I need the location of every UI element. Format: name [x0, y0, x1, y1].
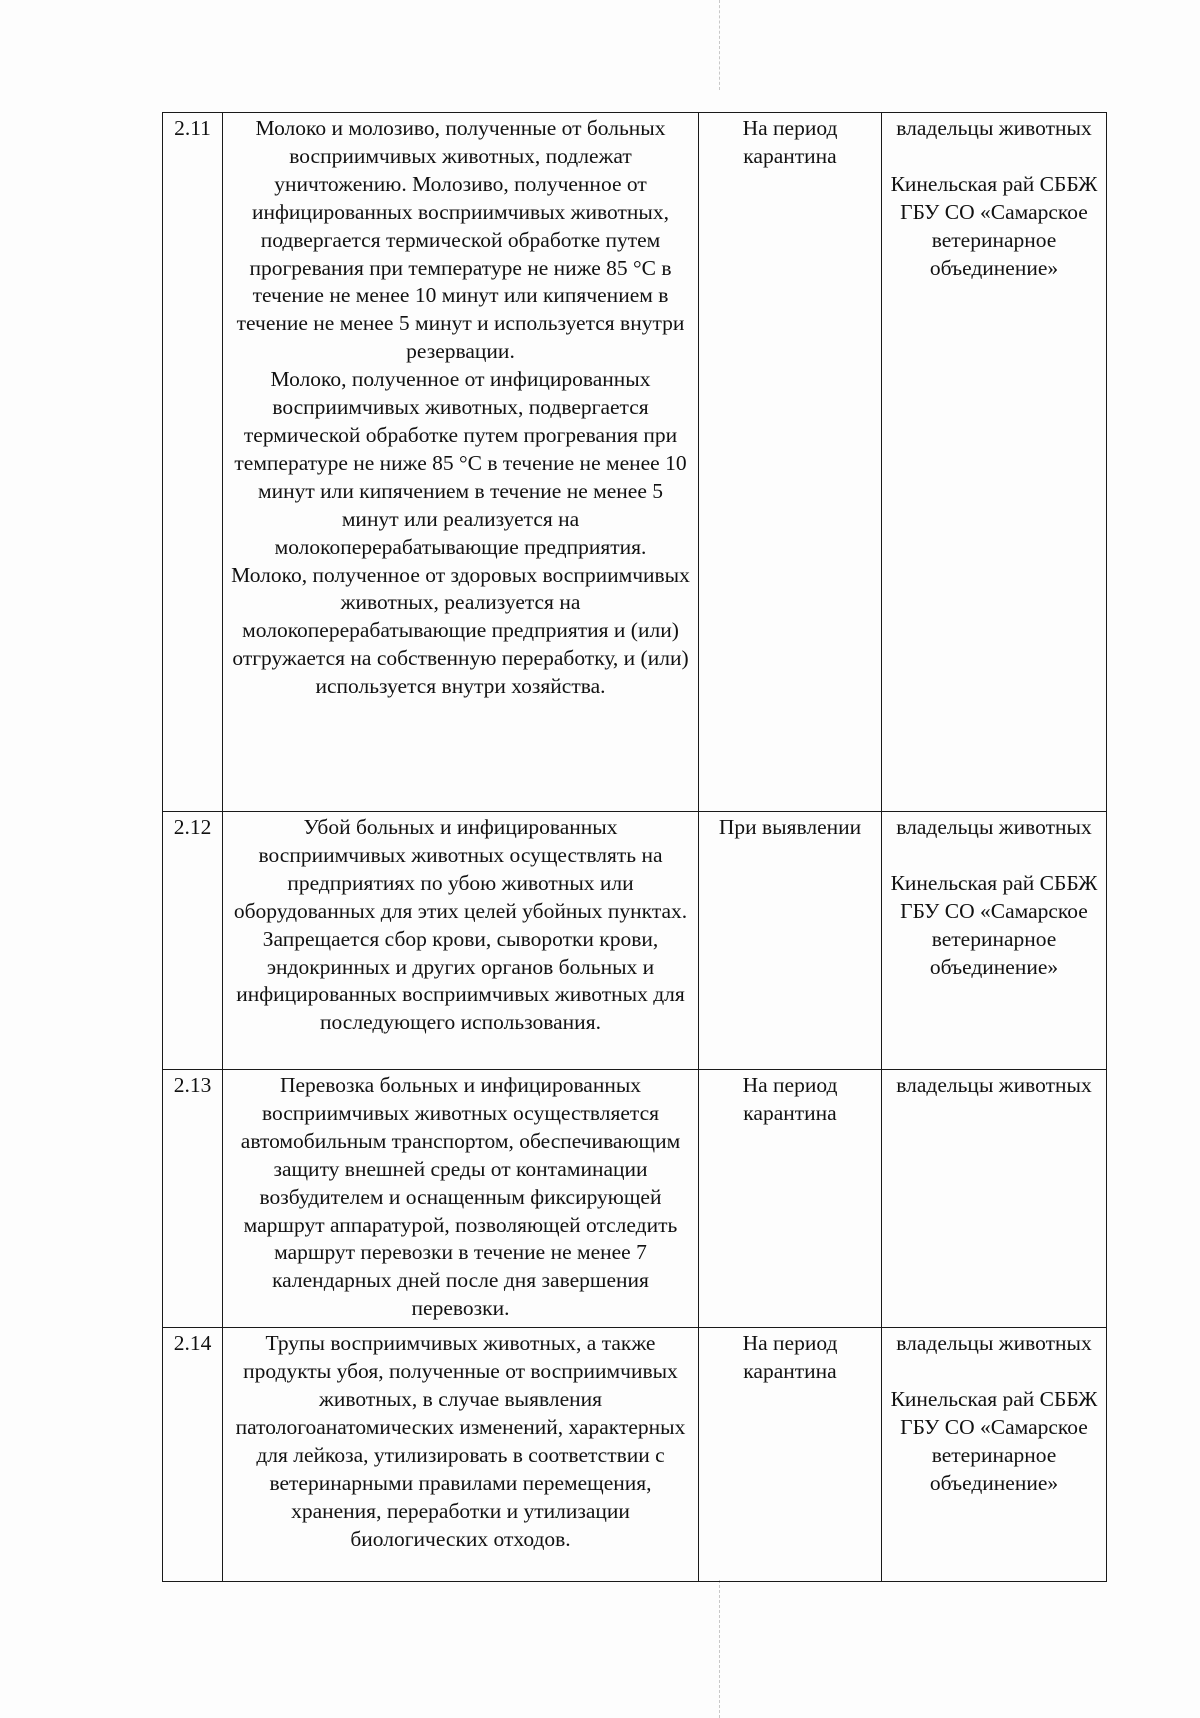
responsible-owner: владельцы животных: [896, 1073, 1092, 1097]
scan-fold-line-bottom: [719, 1580, 720, 1718]
responsible-vet-service: Кинельская рай СББЖ ГБУ СО «Самарское ветеринарное объединение»: [890, 171, 1098, 280]
row-number: 2.14: [163, 1328, 223, 1582]
row-responsible: [882, 113, 1107, 812]
measures-table: [162, 112, 1107, 1582]
responsible-owner: владельцы животных: [896, 1331, 1092, 1356]
responsible-owner: владельцы животных: [896, 815, 1092, 839]
row-measure-text: [223, 1070, 699, 1328]
measure-paragraph: Молоко и молозиво, полученные от больных восприимчивых животных, подлежат уничтожению. Молозиво, полученное от инфицированных восприимчивых животных, подвергается термической обработке путем прогревания при температуре не ниже 85 °С в течение не менее 10 минут или кипячением в течение не менее 5 минут и используется внутри резервации.: [236, 116, 685, 364]
measure-paragraph: Трупы восприимчивых животных, а также продукты убоя, полученные от восприимчивых животных, в случае выявления патологоанатомических изменений, характерных для лейкоза, утилизировать в соответствии с ветеринарными правилами перемещения, хранения, переработки и утилизации биологических отходов.: [235, 1331, 686, 1551]
responsible-gap: [888, 1358, 1100, 1386]
measure-paragraph: Перевозка больных и инфицированных восприимчивых животных осуществляется автомобильным транспортом, обеспечивающим защиту внешней среды от контаминации возбудителем и оснащенным фиксирующей маршрут аппаратурой, позволяющей отследить маршрут перевозки в течение не менее 7 календарных дней после дня завершения перевозки.: [240, 1073, 681, 1321]
row-number: 2.12: [163, 812, 223, 1070]
table-row: [163, 1070, 1107, 1328]
row-responsible: [882, 1328, 1107, 1582]
responsible-owner: владельцы животных: [896, 116, 1092, 140]
row-measure-text: [223, 812, 699, 1070]
scan-fold-line-top: [719, 0, 720, 90]
table-row: [163, 113, 1107, 812]
row-responsible: [882, 812, 1107, 1070]
table-row: [163, 1328, 1107, 1582]
responsible-gap: [888, 143, 1100, 171]
measure-paragraph: Молоко, полученное от здоровых восприимчивых животных, реализуется на молокоперерабатывающие предприятия и (или) отгружается на собственную переработку, и (или) используется внутри хозяйства.: [231, 562, 690, 699]
responsible-vet-service: Кинельская рай СББЖ ГБУ СО «Самарское ветеринарное объединение»: [890, 870, 1098, 979]
row-measure-text: [223, 113, 699, 812]
row-number: 2.11: [163, 113, 223, 812]
row-term: На период карантина: [699, 113, 882, 812]
measure-paragraph: Убой больных и инфицированных восприимчивых животных осуществлять на предприятиях по убою животных или оборудованных для этих целей убойных пунктах. Запрещается сбор крови, сыворотки крови, эндокринных и других органов больных и инфицированных восприимчивых животных для последующего использования.: [233, 815, 688, 1035]
responsible-vet-service: Кинельская рай СББЖ ГБУ СО «Самарское ветеринарное объединение»: [890, 1386, 1098, 1495]
row-measure-text: [223, 1328, 699, 1582]
row-responsible: [882, 1070, 1107, 1328]
row-term: На период карантина: [699, 1328, 882, 1582]
measure-paragraph: Молоко, полученное от инфицированных восприимчивых животных, подвергается термической обработке путем прогревания при температуре не ниже 85 °С в течение не менее 10 минут или кипячением в течение не менее 5 минут или реализуется на молокоперерабатывающие предприятия.: [234, 367, 687, 559]
responsible-gap: [888, 842, 1100, 870]
row-term: При выявлении: [699, 812, 882, 1070]
row-number: 2.13: [163, 1070, 223, 1328]
row-term: На период карантина: [699, 1070, 882, 1328]
table-row: [163, 812, 1107, 1070]
